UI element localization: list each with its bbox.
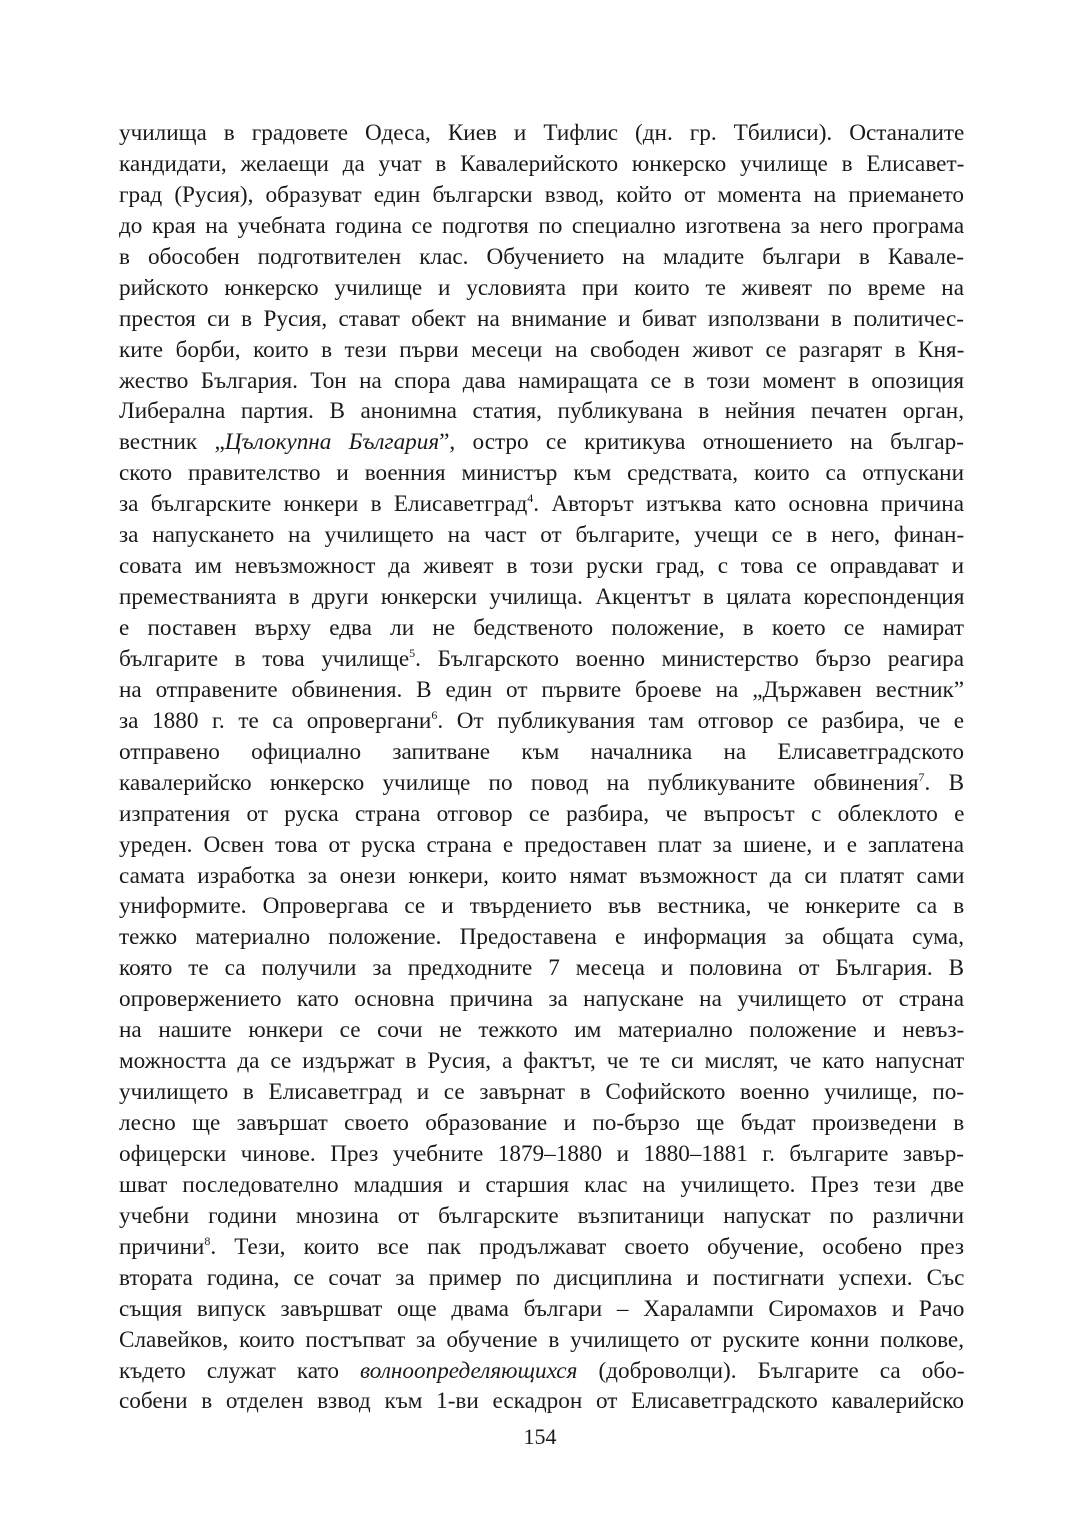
text-line: за напускането на училището на част от българите, учещи се в него, финан- (119, 522, 965, 549)
text-segment: (доброволци). Българите са обо- (577, 1357, 965, 1384)
text-line: жество България. Тон на спора дава намиращата се в този момент в опозиция (119, 367, 965, 394)
text-line: е поставен върху едва ли не бедственото положение, в което се намират (119, 615, 964, 641)
text-line: на нашите юнкери се сочи не тежкото им материално положение и невъз- (119, 1017, 965, 1044)
text-line (119, 1356, 964, 1387)
text-line: преместванията в други юнкерски училища. Акцентът в цялата кореспонденция (119, 584, 965, 611)
text-line: самата изработка за онези юнкери, които нямат възможност да си платят сами (119, 862, 965, 889)
text-line (119, 489, 964, 520)
text-segment: причини (119, 1233, 205, 1260)
text-line (119, 706, 964, 737)
text-line: същия випуск завършват още двама българи – Харалампи Сиромахов и Рачо (119, 1295, 965, 1322)
text-line: шват последователно младшия и старшия клас на училището. През тези две (119, 1171, 965, 1198)
text-segment: . От публикувания там отговор се разбира, че е (437, 707, 964, 734)
text-line: втората година, се сочат за пример по дисциплина и постигнати успехи. Със (119, 1264, 965, 1291)
text-line: уреден. Освен това от руска страна е предоставен плат за шиене, и е заплатена (119, 831, 964, 858)
body-text (119, 118, 964, 1417)
text-line: опровержението като основна причина за напускане на училището от страна (119, 986, 964, 1013)
footnote-marker: 6 (431, 707, 438, 722)
text-segment: кавалерийско юнкерско училище по повод на публикуваните обвинения (119, 769, 919, 796)
footnote-marker: 5 (409, 645, 416, 660)
text-line: град (Русия), образуват един български взвод, който от момента на приемането (119, 181, 964, 208)
text-line (119, 1232, 964, 1263)
text-line: която те са получили за предходните 7 месеца и половина от България. В (119, 955, 965, 982)
text-line: собени в отделен взвод към 1-ви ескадрон от Елисаветградското кавалерийско (119, 1388, 964, 1415)
text-line: ките борби, които в тези първи месеци на свободен живот се разгарят в Кня- (119, 336, 965, 363)
text-segment: българите в това училище (119, 645, 410, 672)
text-line: офицерски чинове. През учебните 1879–1880 и 1880–1881 г. българите завър- (119, 1140, 965, 1167)
text-line (119, 427, 964, 458)
text-segment: ”, остро се критикува отношението на българ- (439, 429, 965, 456)
page-number: 154 (523, 1424, 557, 1449)
text-line (119, 644, 964, 675)
text-line: престоя си в Русия, стават обект на внимание и биват използвани в политичес- (119, 305, 964, 332)
footnote-marker: 4 (527, 491, 534, 506)
text-line: Либерална партия. В анонимна статия, публикувана в нейния печатен орган, (119, 398, 964, 425)
footnote-marker: 8 (204, 1233, 211, 1248)
text-line: изпратения от руска страна отговор се разбира, че въпросът с облеклото е (119, 800, 965, 827)
text-line: училища в градовете Одеса, Киев и Тифлис (дн. гр. Тбилиси). Останалите (119, 120, 965, 146)
text-line: совата им невъзможност да живеят в този руски град, с това се оправдават и (119, 553, 964, 580)
text-line: тежко материално положение. Предоставена е информация за общата сума, (119, 924, 964, 951)
text-segment: за 1880 г. те са опровергани (119, 707, 432, 734)
text-line: ското правителство и военния министър към средствата, които са отпускани (119, 460, 964, 487)
text-line: на отправените обвинения. В един от първите броеве на „Държавен вестник” (119, 676, 965, 703)
italic-title: волноопределяющихся (360, 1357, 578, 1384)
text-line: кандидати, желаещи да учат в Кавалерийското юнкерско училище в Елисавет- (119, 150, 965, 177)
text-segment: . Българското военно министерство бързо реагира (415, 645, 964, 672)
text-line: учебни години мнозина от българските възпитаници напускат по различни (119, 1202, 964, 1229)
text-line: рийското юнкерско училище и условията при които те живеят по време на (119, 274, 964, 301)
text-line: униформите. Опровергава се и твърдението във вестника, че юнкерите са в (119, 893, 965, 920)
text-segment: вестник „ (119, 429, 225, 456)
text-line: можността да се издържат в Русия, а фактът, че те си мислят, че като напуснат (119, 1048, 965, 1075)
footnote-marker: 7 (918, 769, 925, 784)
text-segment: където служат като (119, 1357, 361, 1384)
text-segment: за българските юнкери в Елисаветград (119, 491, 528, 518)
text-line: до края на учебната година се подготвя по специално изготвена за него програма (119, 212, 965, 239)
text-line: лесно ще завършат своето образование и по-бързо ще бъдат произведени в (119, 1110, 965, 1136)
text-segment: . Авторът изтъква като основна причина (533, 491, 964, 518)
text-segment: . В (924, 769, 965, 796)
text-line: училището в Елисаветград и се завърнат в Софийското военно училище, по- (119, 1079, 965, 1106)
text-line: отправено официално запитване към началника на Елисаветградското (119, 738, 964, 765)
italic-title: Цълокупна България (224, 429, 440, 456)
text-line (119, 768, 964, 799)
text-line: в обособен подготвителен клас. Обучението на младите българи в Кавале- (119, 243, 964, 270)
text-line: Славейков, които постъпват за обучение в училището от руските конни полкове, (119, 1326, 964, 1353)
text-segment: . Тези, които все пак продължават своето обучение, особено през (210, 1233, 964, 1260)
